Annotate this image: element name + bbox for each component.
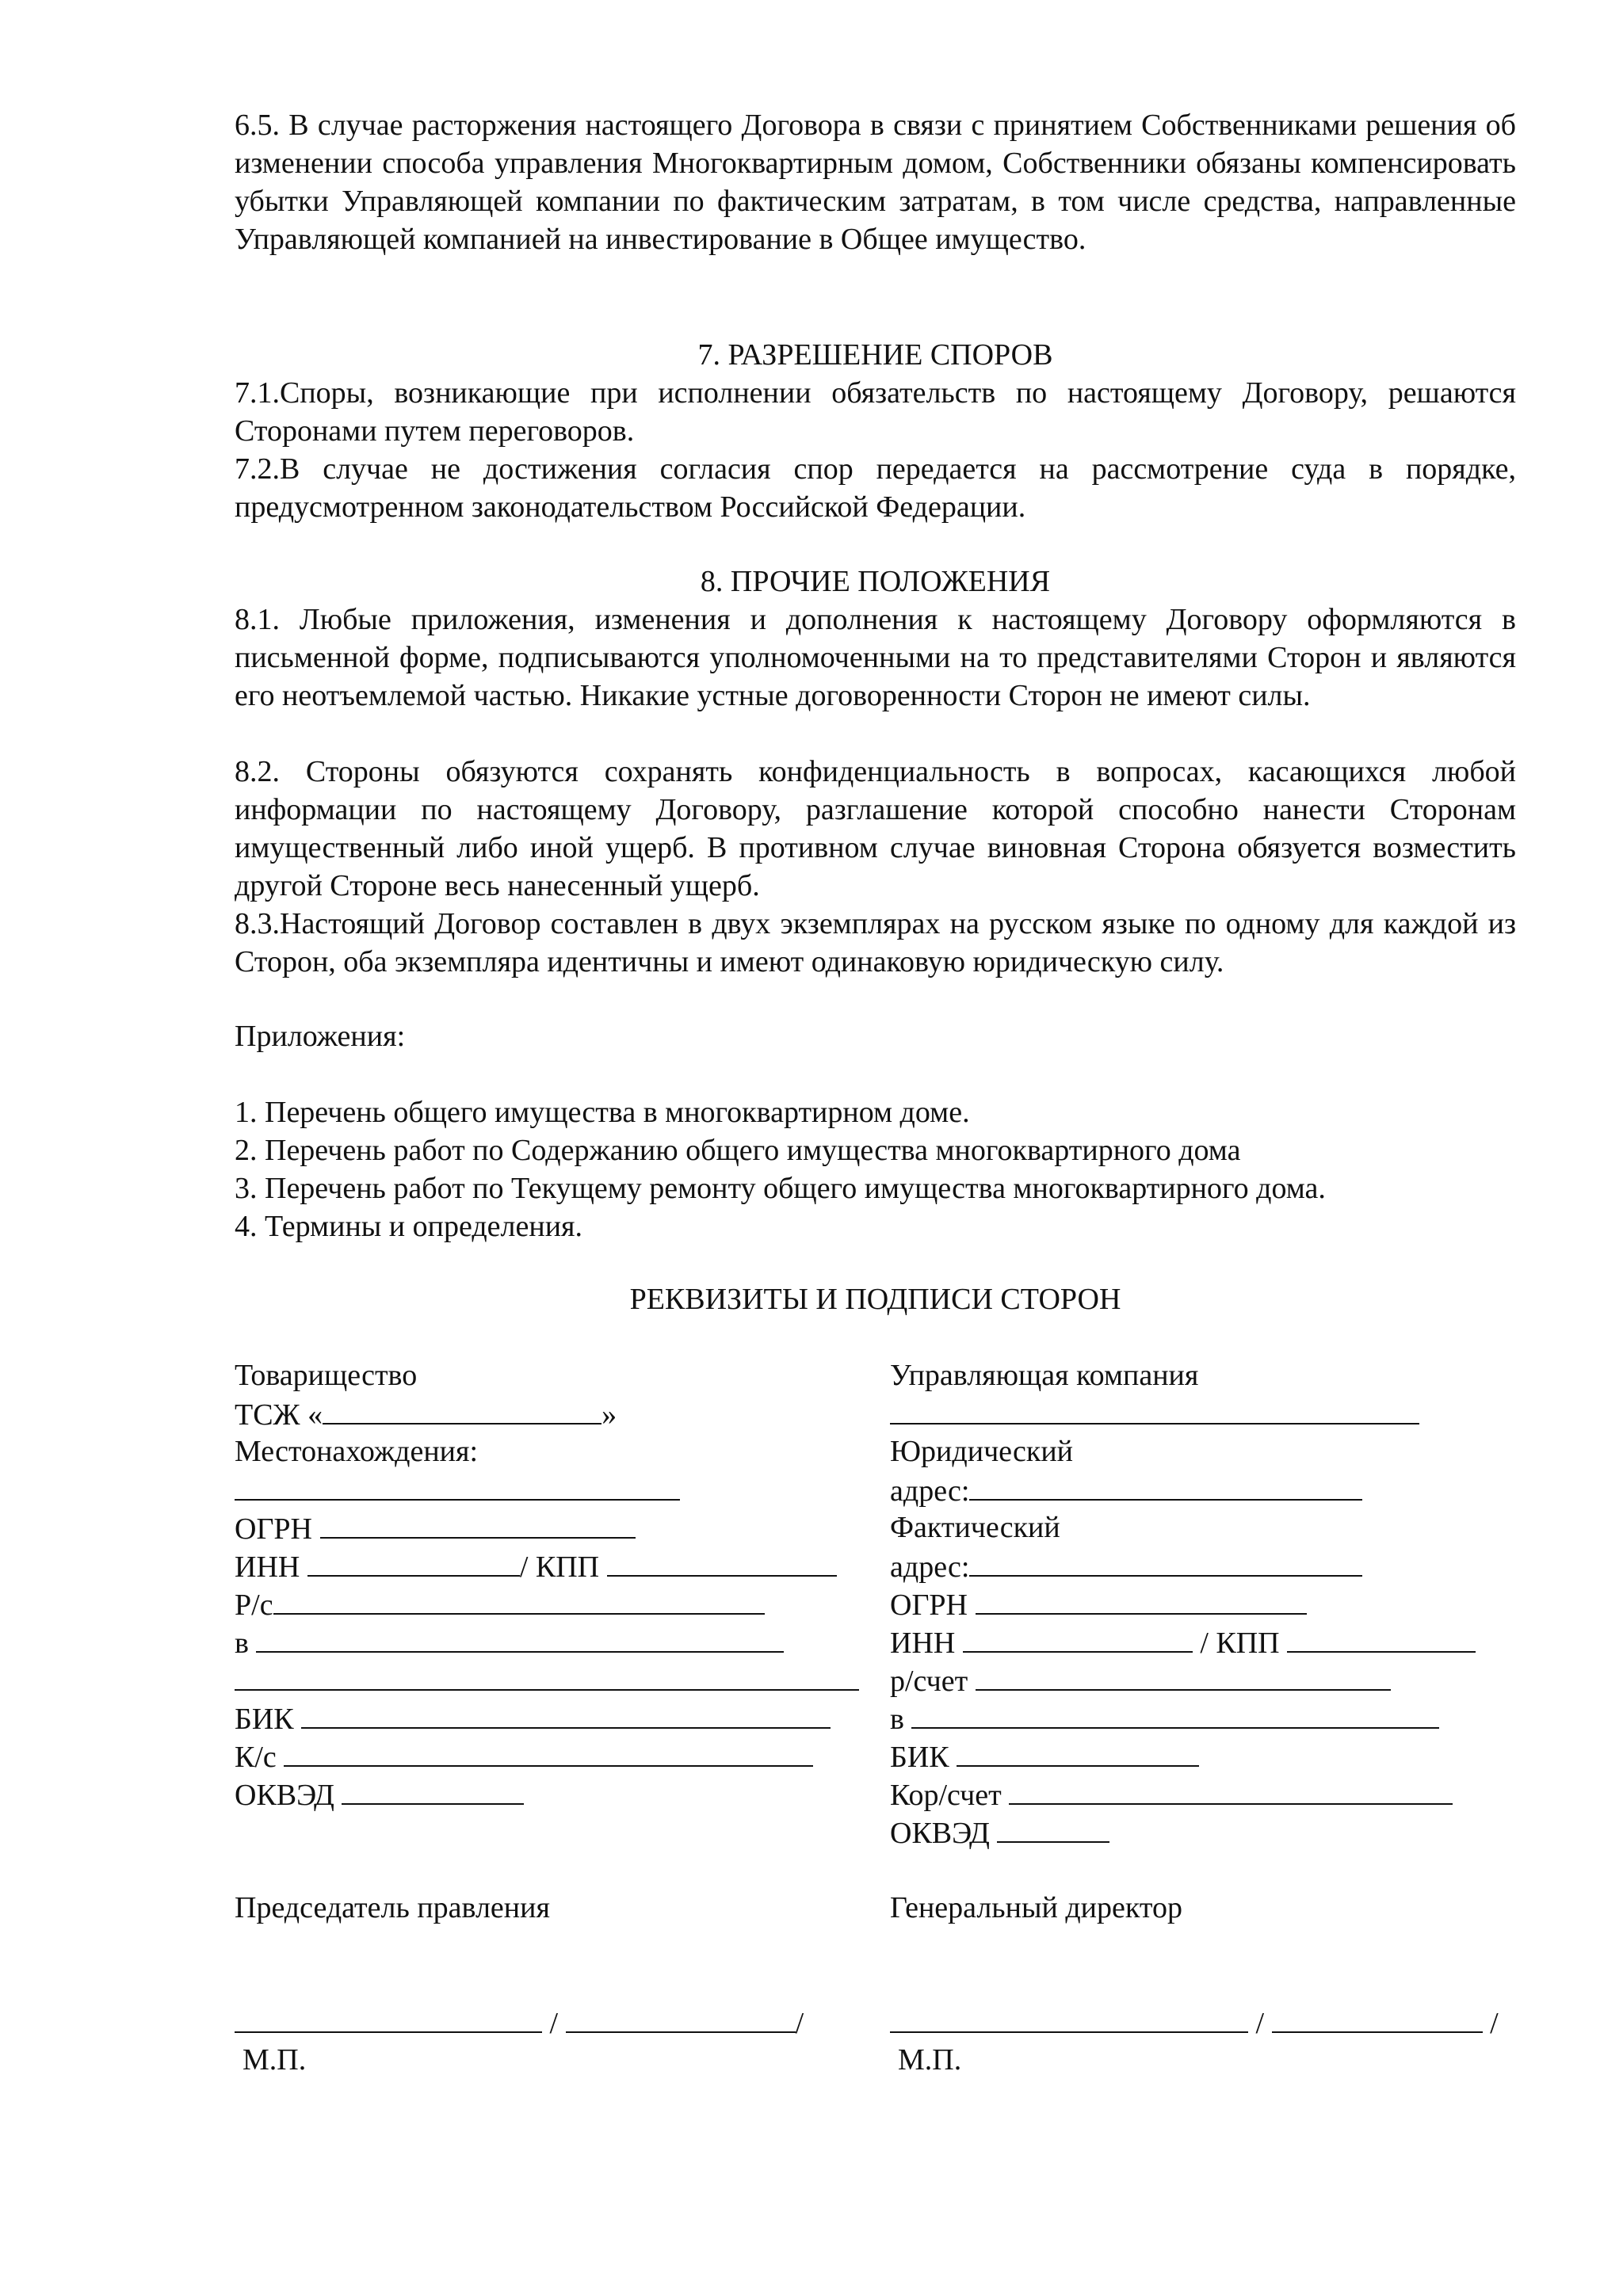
right-legal-address-label: адрес:: [890, 1474, 970, 1508]
left-rs-label: Р/с: [235, 1589, 273, 1622]
left-ogrn-field[interactable]: [320, 1508, 636, 1539]
left-bank-field-2[interactable]: [235, 1661, 859, 1691]
appendix-item: 3. Перечень работ по Текущему ремонту общего имущества многоквартирного дома.: [235, 1172, 1326, 1205]
right-org: Управляющая компания: [890, 1359, 1199, 1392]
right-signature-line: [890, 2003, 1499, 2042]
left-bik-field[interactable]: [301, 1699, 831, 1729]
right-kpp-field[interactable]: [1287, 1623, 1476, 1653]
left-ks-line: [235, 1737, 813, 1776]
clause-7-1: 7.1.Споры, возникающие при исполнении обязательств по настоящему Договору, решаются Сторонами путем переговоров.: [235, 376, 1516, 448]
left-signature-line: [235, 2003, 804, 2042]
right-ks-label: Кор/счет: [890, 1779, 1002, 1812]
right-ogrn-label: ОГРН: [890, 1589, 968, 1622]
left-stamp: М.П.: [242, 2043, 307, 2077]
right-actual-address-field[interactable]: [969, 1547, 1362, 1577]
right-bank-line: [890, 1699, 1439, 1738]
appendix-item: 1. Перечень общего имущества в многоквартирном доме.: [235, 1096, 970, 1129]
right-rs-label: р/счет: [890, 1665, 968, 1698]
right-signer-title: Генеральный директор: [890, 1891, 1182, 1924]
left-bank-label: в: [235, 1627, 249, 1660]
clause-8-1: 8.1. Любые приложения, изменения и дополнения к настоящему Договору оформляются в письменной форме, подписываются уполномоченными на то представителями Сторон и являются его неотъемлемой частью. Никакие устные договоренности Сторон не имеют силы.: [235, 603, 1516, 712]
left-kpp-label: / КПП: [519, 1550, 600, 1584]
left-ogrn-line: [235, 1508, 636, 1548]
section-8-heading: 8. ПРОЧИЕ ПОЛОЖЕНИЯ: [700, 565, 1051, 598]
right-bik-field[interactable]: [957, 1737, 1199, 1767]
right-actual-label: Фактический: [890, 1511, 1060, 1544]
left-tsj-line: [235, 1394, 617, 1434]
left-location-line: [235, 1470, 680, 1510]
section-7-heading: 7. РАЗРЕШЕНИЕ СПОРОВ: [697, 338, 1053, 372]
left-bik-line: [235, 1699, 831, 1738]
left-bank-line-2: [235, 1661, 859, 1700]
clause-7-2: 7.2.В случае не достижения согласия спор передается на рассмотрение суда в порядке, предусмотренном законодательством Российской Федерации.: [235, 452, 1516, 524]
right-slash-end: /: [1490, 2007, 1499, 2040]
left-tsj-name-field[interactable]: [323, 1394, 601, 1425]
right-bank-field[interactable]: [911, 1699, 1439, 1729]
left-tsj-prefix: ТСЖ «: [235, 1398, 323, 1432]
left-kpp-field[interactable]: [607, 1547, 837, 1577]
right-name-field[interactable]: [1272, 2003, 1483, 2033]
right-slash: /: [1255, 2007, 1265, 2040]
clause-6-5: 6.5. В случае расторжения настоящего Договора в связи с принятием Собственниками решения об изменении способа управления Многоквартирным домом, Собственники обязаны компенсировать убытки Управляющей компании по фактическим затратам, в том числе средства, направленные Управляющей компанией на инвестирование в Общее имущество.: [235, 109, 1516, 256]
right-inn-field[interactable]: [963, 1623, 1193, 1653]
right-actual-address-label: адрес:: [890, 1550, 970, 1584]
right-ks-line: [890, 1775, 1453, 1814]
left-inn-label: ИНН: [235, 1550, 300, 1584]
left-ks-field[interactable]: [284, 1737, 813, 1767]
right-stamp: М.П.: [898, 2043, 962, 2077]
right-legal-address-line: [890, 1470, 1362, 1510]
left-okved-label: ОКВЭД: [235, 1779, 334, 1812]
left-rs-field[interactable]: [273, 1585, 765, 1615]
appendices-title: Приложения:: [235, 1020, 406, 1053]
clause-8-2: 8.2. Стороны обязуются сохранять конфиденциальность в вопросах, касающихся любой информации по настоящему Договору, разглашение которой способно нанести Сторонам имущественный либо иной ущерб. В противном случае виновная Сторона обязуется возместить другой Стороне весь нанесенный ущерб.: [235, 755, 1516, 902]
appendix-item: 2. Перечень работ по Содержанию общего имущества многоквартирного дома: [235, 1134, 1241, 1167]
left-signer-title: Председатель правления: [235, 1891, 550, 1924]
left-slash: /: [549, 2007, 559, 2040]
left-okved-line: [235, 1775, 524, 1814]
right-okved-field[interactable]: [997, 1813, 1109, 1843]
right-org-name-field[interactable]: [890, 1394, 1419, 1425]
left-location-field[interactable]: [235, 1470, 680, 1501]
right-bank-label: в: [890, 1703, 904, 1736]
left-org: Товарищество: [235, 1359, 418, 1392]
right-ogrn-field[interactable]: [976, 1585, 1307, 1615]
right-signature-field[interactable]: [890, 2003, 1248, 2033]
right-ogrn-line: [890, 1585, 1307, 1624]
right-kpp-label: / КПП: [1200, 1627, 1280, 1660]
requisites-title: РЕКВИЗИТЫ И ПОДПИСИ СТОРОН: [629, 1283, 1121, 1316]
left-bank-field[interactable]: [256, 1623, 784, 1653]
right-rs-field[interactable]: [976, 1661, 1391, 1691]
left-rs-line: [235, 1585, 765, 1624]
left-slash-end: /: [795, 2007, 804, 2040]
clause-8-3: 8.3.Настоящий Договор составлен в двух экземплярах на русском языке по одному для каждой из Сторон, оба экземпляра идентичны и имеют одинаковую юридическую силу.: [235, 907, 1516, 978]
left-bik-label: БИК: [235, 1703, 294, 1736]
right-bik-line: [890, 1737, 1199, 1776]
appendix-item: 4. Термины и определения.: [235, 1210, 583, 1243]
left-location-label: Местонахождения:: [235, 1435, 479, 1468]
left-okved-field[interactable]: [342, 1775, 524, 1805]
left-inn-field[interactable]: [307, 1547, 520, 1577]
right-org-name-line: [890, 1394, 1419, 1434]
left-tsj-suffix: »: [601, 1398, 617, 1432]
left-inn-line: [235, 1547, 837, 1586]
left-signature-field[interactable]: [235, 2003, 542, 2033]
right-inn-line: [890, 1623, 1476, 1662]
left-bank-line: [235, 1623, 784, 1662]
right-rs-line: [890, 1661, 1391, 1700]
right-bik-label: БИК: [890, 1741, 949, 1774]
right-okved-label: ОКВЭД: [890, 1817, 990, 1850]
right-ks-field[interactable]: [1009, 1775, 1453, 1805]
left-ks-label: К/с: [235, 1741, 277, 1774]
right-legal-label: Юридический: [890, 1435, 1073, 1468]
right-legal-address-field[interactable]: [969, 1470, 1362, 1501]
left-name-field[interactable]: [566, 2003, 796, 2033]
right-inn-label: ИНН: [890, 1627, 956, 1660]
left-ogrn-label: ОГРН: [235, 1512, 312, 1546]
right-actual-address-line: [890, 1547, 1362, 1586]
right-okved-line: [890, 1813, 1109, 1852]
